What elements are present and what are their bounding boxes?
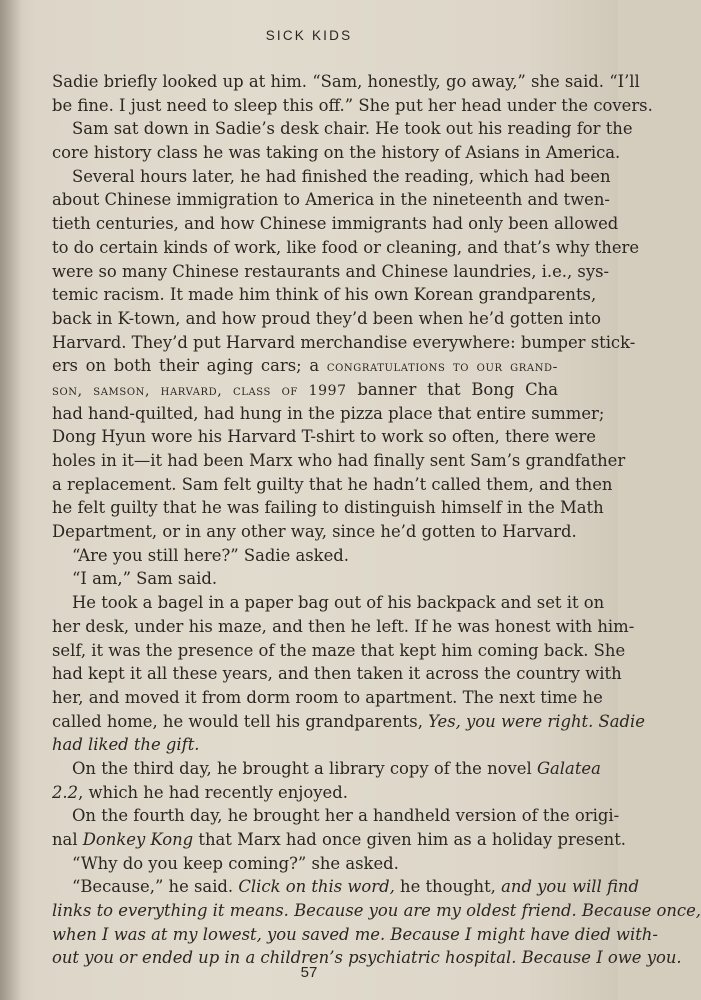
text-line: “Because,” he said. Click on this word, he thought, and you will find xyxy=(72,877,639,897)
body-text xyxy=(52,70,701,970)
text-line: to do certain kinds of work, like food or cleaning, and that’s why there xyxy=(52,237,640,257)
text-line: holes in it—it had been Marx who had finally sent Sam’s grandfather xyxy=(52,451,626,470)
text-line: a replacement. Sam felt guilty that he hadn’t called them, and then xyxy=(52,474,613,494)
text-line: he felt guilty that he was failing to distinguish himself in the Math xyxy=(52,498,604,518)
text-line: out you or ended up in a children’s psychiatric hospital. Because I owe you. xyxy=(52,948,682,968)
text-line: Sam sat down in Sadie’s desk chair. He took out his reading for the xyxy=(72,119,633,139)
text-line: self, it was the presence of the maze that kept him coming back. She xyxy=(52,640,626,660)
text-line: son, samson, harvard, class of 1997 banner that Bong Cha xyxy=(52,379,558,399)
gutter-shadow xyxy=(0,0,22,1000)
text-line: Sadie briefly looked up at him. “Sam, honestly, go away,” she said. “I’ll xyxy=(52,72,640,91)
text-line: “Are you still here?” Sadie asked. xyxy=(72,545,350,565)
text-line: about Chinese immigration to America in the nineteenth and twen- xyxy=(52,190,610,210)
text-line: core history class he was taking on the history of Asians in America. xyxy=(52,143,621,163)
text-line: Harvard. They’d put Harvard merchandise everywhere: bumper stick- xyxy=(52,332,636,352)
text-line: be fine. I just need to sleep this off.” She put her head under the covers. xyxy=(52,95,653,115)
text-line: back in K-town, and how proud they’d been when he’d gotten into xyxy=(52,308,601,328)
text-line: nal Donkey Kong that Marx had once given him as a holiday present. xyxy=(52,830,627,849)
page-number: 57 xyxy=(300,964,318,981)
text-line: temic racism. It made him think of his own Korean grandparents, xyxy=(52,285,597,305)
text-line: He took a bagel in a paper bag out of his backpack and set it on xyxy=(72,593,605,613)
text-line: tieth centuries, and how Chinese immigrants had only been allowed xyxy=(52,214,619,234)
text-line: On the third day, he brought a library copy of the novel Galatea xyxy=(72,758,601,778)
text-line: links to everything it means. Because you are my oldest friend. Because once, xyxy=(52,901,701,921)
text-line: “I am,” Sam said. xyxy=(72,569,218,589)
text-line: her, and moved it from dorm room to apartment. The next time he xyxy=(52,687,603,707)
running-header: SICK KIDS xyxy=(265,28,353,43)
text-line: were so many Chinese restaurants and Chinese laundries, i.e., sys- xyxy=(52,261,610,281)
text-line: On the fourth day, he brought her a handheld version of the origi- xyxy=(72,806,620,826)
text-line: 2.2, which he had recently enjoyed. xyxy=(52,782,348,802)
text-line: Several hours later, he had finished the reading, which had been xyxy=(72,166,611,186)
text-line: Department, or in any other way, since he’d gotten to Harvard. xyxy=(52,522,577,542)
text-line: called home, he would tell his grandparents, Yes, you were right. Sadie xyxy=(52,711,645,731)
text-line: had hand-quilted, had hung in the pizza place that entire summer; xyxy=(52,403,605,423)
text-line: Dong Hyun wore his Harvard T-shirt to work so often, there were xyxy=(52,427,596,447)
text-line: ers on both their aging cars; a congratulations to our grand- xyxy=(52,356,559,376)
text-line: when I was at my lowest, you saved me. Because I might have died with- xyxy=(52,924,658,944)
text-line: had liked the gift. xyxy=(52,735,200,755)
text-line: had kept it all these years, and then taken it across the country with xyxy=(52,664,622,684)
text-line: her desk, under his maze, and then he left. If he was honest with him- xyxy=(52,616,635,636)
text-line: “Why do you keep coming?” she asked. xyxy=(72,853,399,873)
